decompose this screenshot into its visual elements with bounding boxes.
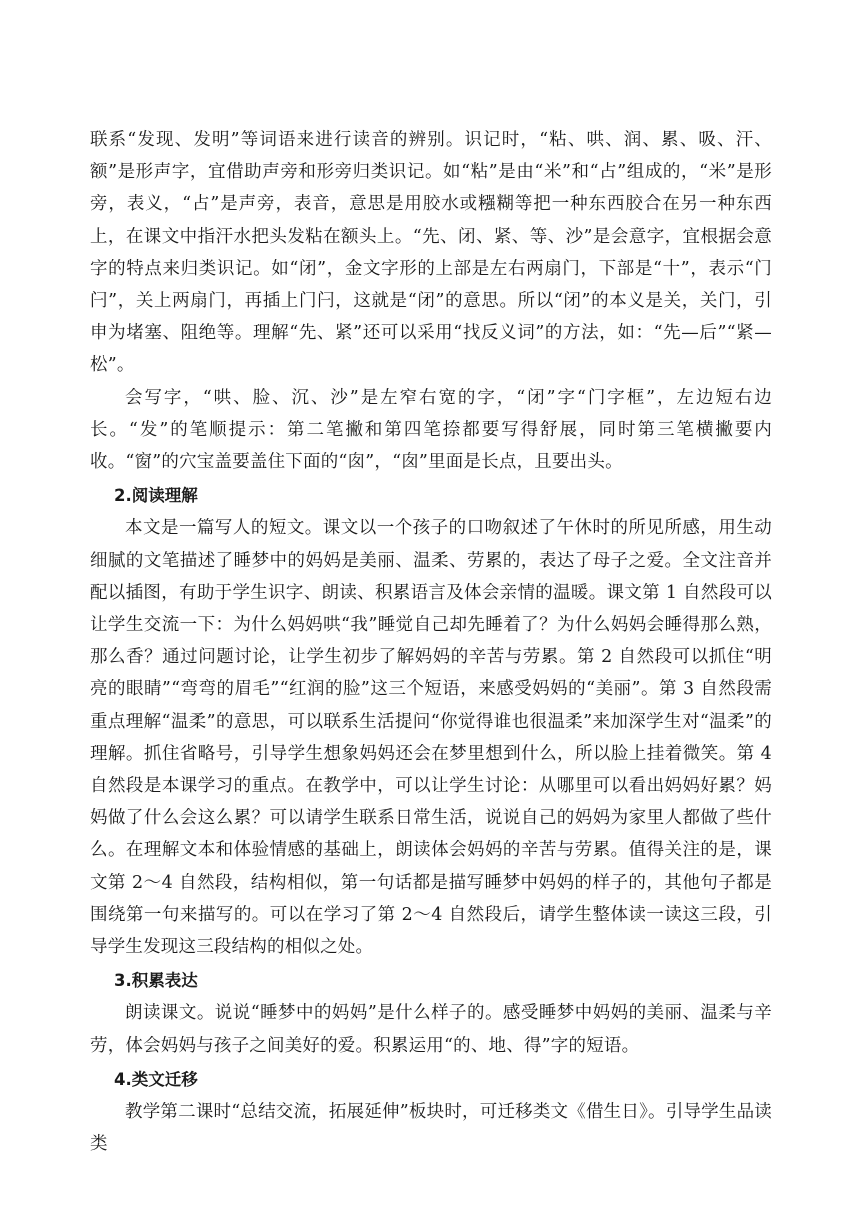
paragraph-character-recognition: 联系“发现、发明”等词语来进行读音的辨别。识记时，“粘、哄、润、累、吸、汗、额”是形声字，宜借助声旁和形旁归类识记。如“粘”是由“米”和“占”组成的，“米”是形旁，表义，“占”是声旁，表音，意思是用胶水或糨糊等把一种东西胶合在另一种东西上，在课文中指汗水把头发粘在额头上。“先、闭、紧、等、沙”是会意字，宜根据会意字的特点来归类识记。如“闭”，金文字形的上部是左右两扇门，下部是“十”，表示“门闩”，关上两扇门，再插上门闩，这就是“闭”的意思。所以“闭”的本义是关，关门，引申为堵塞、阻绝等。理解“先、紧”还可以采用“找反义词”的方法，如：“先—后”“紧—松”。 [90,130,772,376]
section-heading-reading: 2.阅读理解 [114,486,198,506]
paragraph-expression: 朗读课文。说说“睡梦中的妈妈”是什么样子的。感受睡梦中妈妈的美丽、温柔与辛劳，体会妈妈与孩子之间美好的爱。积累运用“的、地、得”字的短语。 [90,1003,772,1056]
section-heading-transfer: 4.类文迁移 [114,1069,198,1089]
section-heading-expression: 3.积累表达 [114,971,198,991]
paragraph-writing-guidance: 会写字，“哄、脸、沉、沙”是左窄右宽的字，“闭”字“门字框”，左边短右边长。“发”的笔顺提示：第二笔撇和第四笔捺都要写得舒展，同时第三笔横撇要内收。“窗”的穴宝盖要盖住下面的“囱”，“囱”里面是长点，且要出头。 [90,387,772,473]
paragraph-reading-comprehension: 本文是一篇写人的短文。课文以一个孩子的口吻叙述了午休时的所见所感，用生动细腻的文笔描述了睡梦中的妈妈是美丽、温柔、劳累的，表达了母子之爱。全文注音并配以插图，有助于学生识字、朗读、积累语言及体会亲情的温暖。课文第 1 自然段可以让学生交流一下：为什么妈妈哄“我”睡觉自己却先睡着了？为什么妈妈会睡得那么熟，那么香？通过问题讨论，让学生初步了解妈妈的辛苦与劳累。第 2 自然段可以抓住“明亮的眼睛”“弯弯的眉毛”“红润的脸”这三个短语，来感受妈妈的“美丽”。第 3 自然段需重点理解“温柔”的意思，可以联系生活提问“你觉得谁也很温柔”来加深学生对“温柔”的理解。抓住省略号，引导学生想象妈妈还会在梦里想到什么，所以脸上挂着微笑。第 4 自然段是本课学习的重点。在教学中，可以让学生讨论：从哪里可以看出妈妈好累？妈妈做了什么会这么累？可以请学生联系日常生活，说说自己的妈妈为家里人都做了些什么。在理解文本和体验情感的基础上，朗读体会妈妈的辛苦与劳累。值得关注的是，课文第 2～4 自然段，结构相似，第一句话都是描写睡梦中妈妈的样子的，其他句子都是围绕第一句来描写的。可以在学习了第 2～4 自然段后，请学生整体读一读这三段，引导学生发现这三段结构的相似之处。 [90,518,773,958]
document-page [90,124,772,1161]
paragraph-transfer: 教学第二课时“总结交流，拓展延伸”板块时，可迁移类文《借生日》。引导学生品读类 [90,1102,772,1155]
